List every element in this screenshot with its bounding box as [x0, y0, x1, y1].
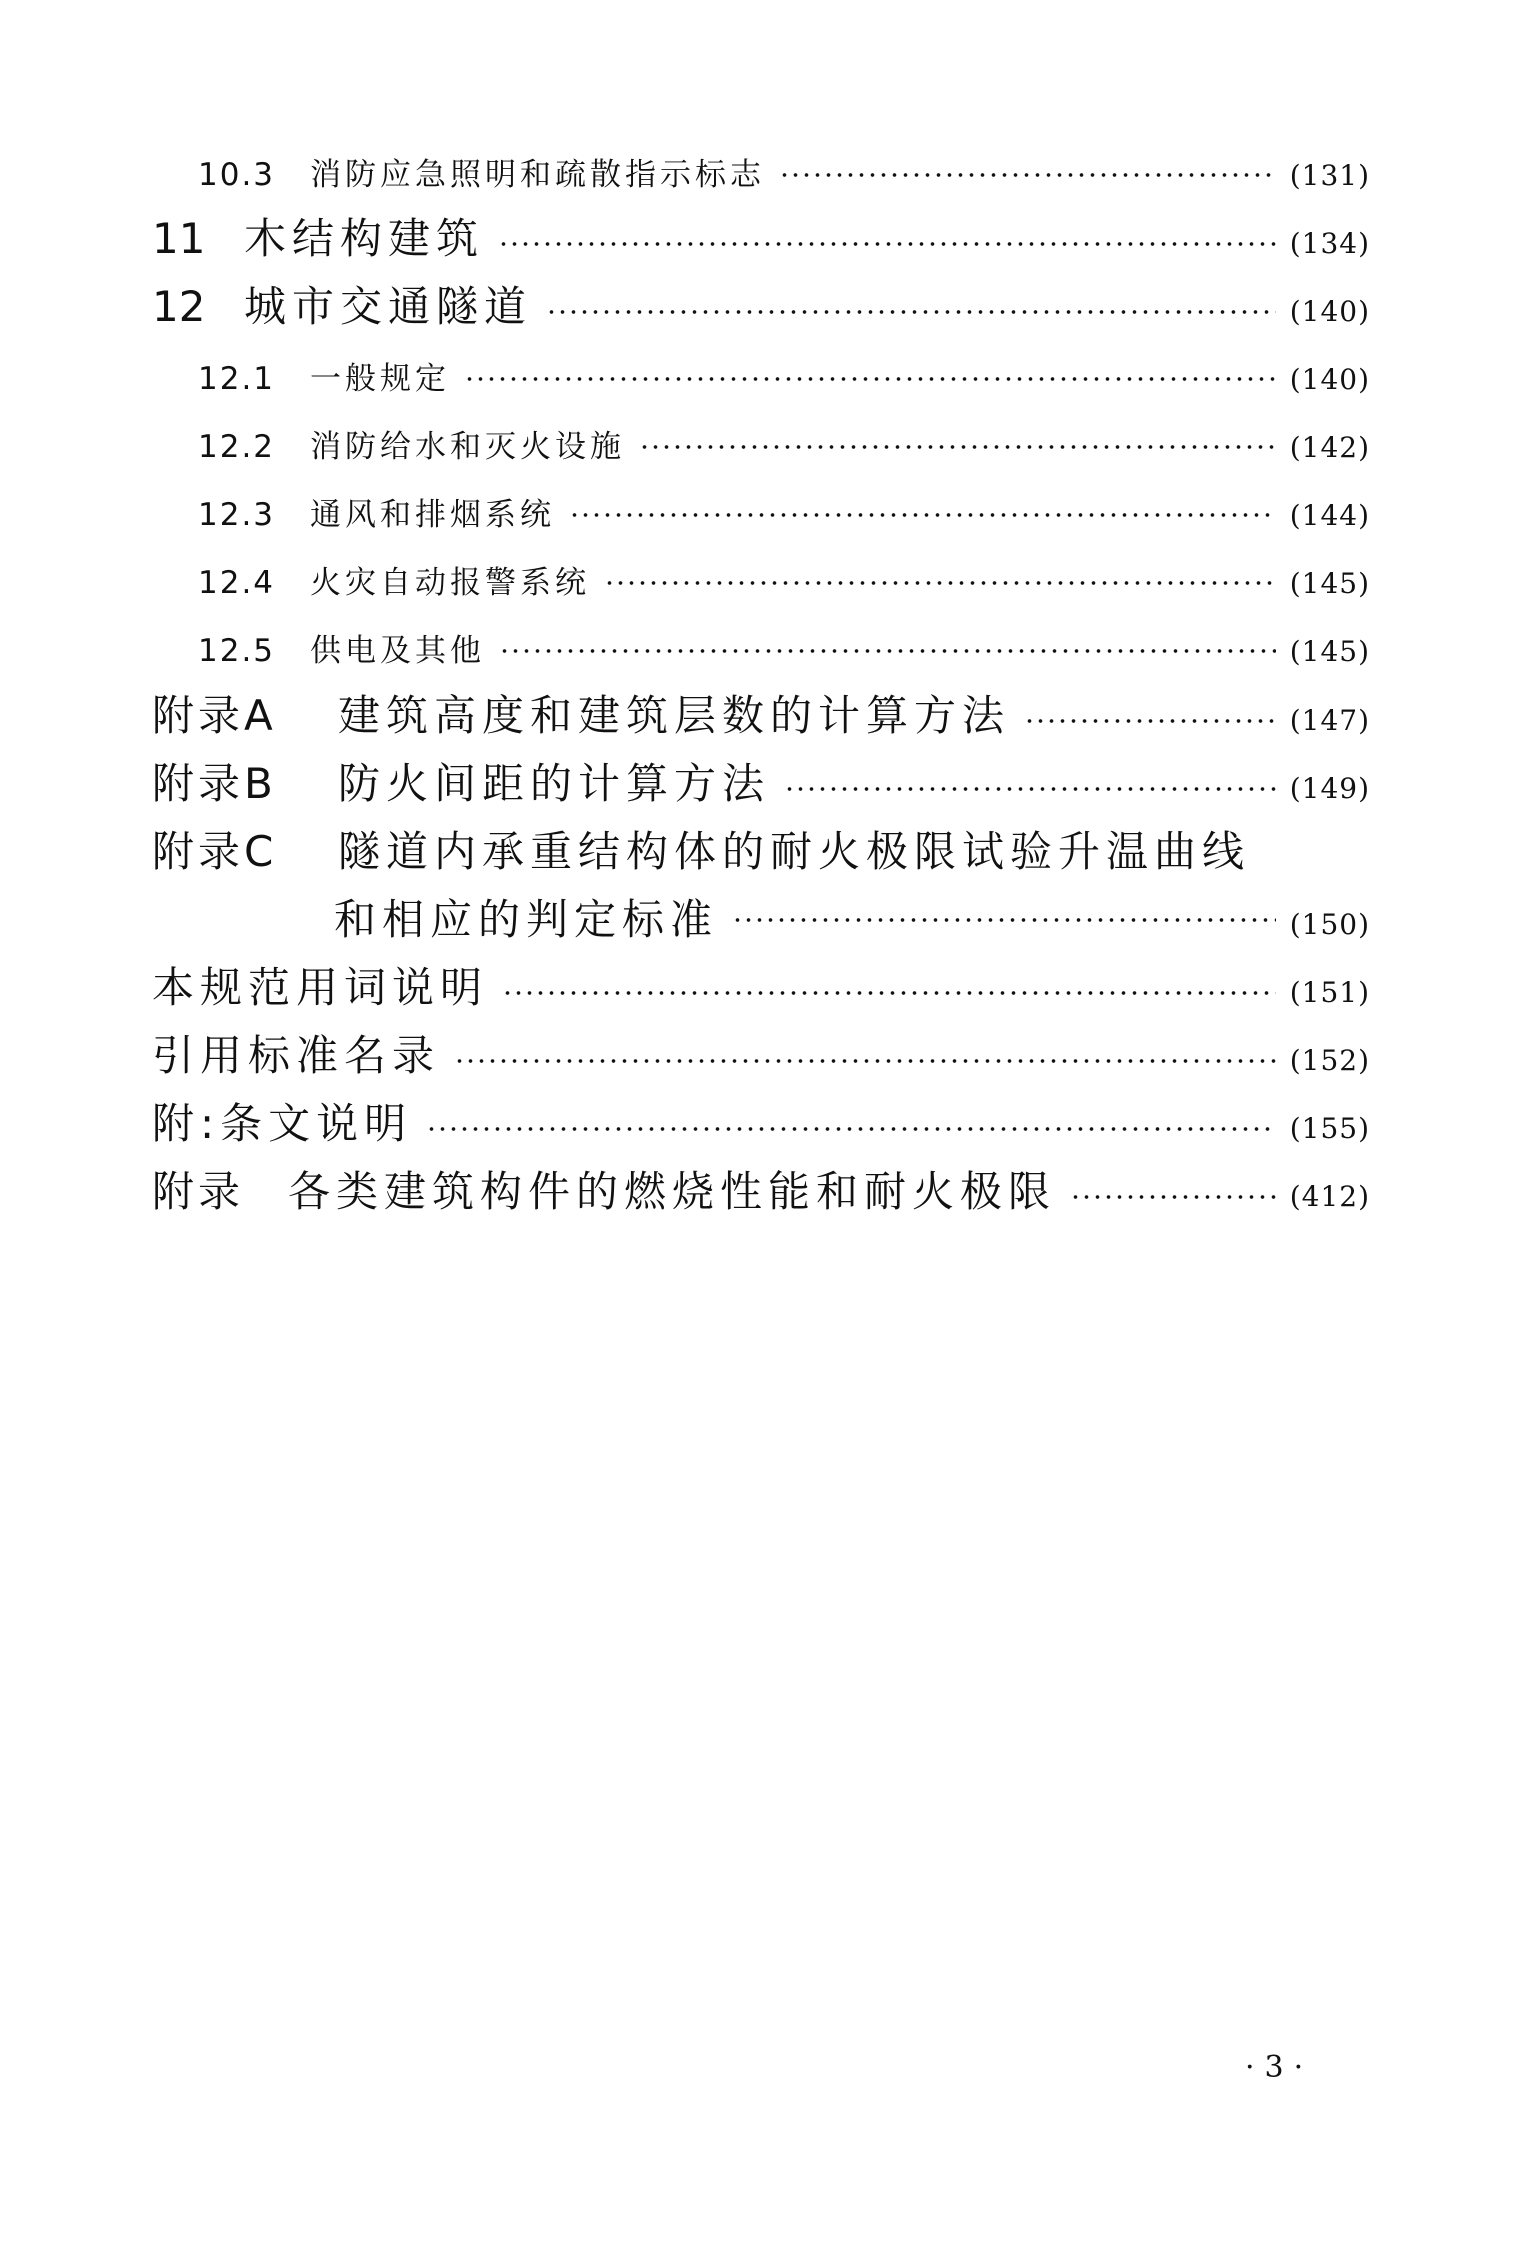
page-reference: (149): [1289, 772, 1370, 805]
appendix-title: 各类建筑构件的燃烧性能和耐火极限: [288, 1167, 1057, 1216]
dot-leader: [502, 990, 1276, 996]
dot-leader: [569, 512, 1276, 518]
page-reference: (142): [1289, 431, 1370, 464]
toc-entry-appendix-c[interactable]: [152, 820, 1370, 884]
appendix-title: 建筑高度和建筑层数的计算方法: [338, 691, 1011, 740]
chapter-number: 11: [152, 214, 206, 263]
dot-leader: [499, 648, 1276, 654]
toc-entry-appendix-components[interactable]: [152, 1160, 1370, 1224]
appendix-label: 附录C: [152, 827, 278, 876]
page-reference: (145): [1289, 567, 1370, 600]
appendix-label: 附录: [152, 1167, 245, 1216]
entry-title: 引用标准名录: [152, 1031, 441, 1080]
page-reference: (131): [1289, 159, 1370, 192]
entry-title: 附:条文说明: [152, 1099, 413, 1148]
page-reference: (144): [1289, 499, 1370, 532]
toc-entry-12-4[interactable]: [198, 555, 1370, 611]
entry-title: 本规范用词说明: [152, 963, 489, 1012]
section-number: 10.3: [198, 157, 276, 193]
dot-leader: [1024, 718, 1276, 724]
bullet-left-icon: ·: [1245, 2050, 1265, 2085]
page-reference: (150): [1289, 908, 1370, 941]
section-number: 12.2: [198, 429, 276, 465]
dot-leader: [732, 917, 1276, 923]
page-reference: (151): [1289, 976, 1370, 1009]
page-reference: (145): [1289, 635, 1370, 668]
dot-leader: [779, 172, 1276, 178]
toc-entry-terminology[interactable]: [152, 956, 1370, 1020]
dot-leader: [784, 786, 1276, 792]
section-number: 12.1: [198, 361, 276, 397]
toc-entry-12[interactable]: [152, 275, 1370, 339]
page-reference: (140): [1289, 295, 1370, 328]
section-title: 供电及其他: [310, 633, 485, 669]
toc-entry-12-5[interactable]: [198, 623, 1370, 679]
toc-entry-12-3[interactable]: [198, 487, 1370, 543]
appendix-title-continued: 和相应的判定标准: [334, 895, 719, 944]
section-number: 12.5: [198, 633, 276, 669]
toc-entry-11[interactable]: [152, 207, 1370, 271]
section-title: 消防应急照明和疏散指示标志: [310, 157, 765, 193]
dot-leader: [546, 309, 1276, 315]
toc-entry-appendix-c-continued[interactable]: [334, 888, 1370, 952]
toc-entry-appendix-b[interactable]: [152, 752, 1370, 816]
section-title: 消防给水和灭火设施: [310, 429, 625, 465]
dot-leader: [498, 241, 1276, 247]
dot-leader: [604, 580, 1276, 586]
chapter-number: 12: [152, 282, 206, 331]
appendix-label: 附录B: [152, 759, 277, 808]
section-number: 12.4: [198, 565, 276, 601]
dot-leader: [454, 1058, 1276, 1064]
page-reference: (152): [1289, 1044, 1370, 1077]
page-reference: (155): [1289, 1112, 1370, 1145]
dot-leader: [639, 444, 1276, 450]
appendix-title: 隧道内承重结构体的耐火极限试验升温曲线: [338, 827, 1251, 876]
section-title: 通风和排烟系统: [310, 497, 555, 533]
page-number-value: 3: [1264, 2050, 1294, 2085]
chapter-title: 木结构建筑: [244, 214, 485, 263]
toc-entry-10-3[interactable]: [198, 147, 1370, 203]
page-reference: (140): [1289, 363, 1370, 396]
toc-entry-12-2[interactable]: [198, 419, 1370, 475]
page-number: [1245, 2050, 1313, 2085]
page-reference: (134): [1289, 227, 1370, 260]
toc-entry-explanation[interactable]: [152, 1092, 1370, 1156]
section-title: 一般规定: [310, 361, 450, 397]
toc-entry-cited-standards[interactable]: [152, 1024, 1370, 1088]
page-reference: (412): [1289, 1180, 1370, 1213]
dot-leader: [1070, 1194, 1276, 1200]
toc-entry-12-1[interactable]: [198, 351, 1370, 407]
bullet-right-icon: ·: [1293, 2050, 1314, 2085]
section-number: 12.3: [198, 497, 276, 533]
chapter-title: 城市交通隧道: [244, 282, 533, 331]
appendix-label: 附录A: [152, 691, 277, 740]
section-title: 火灾自动报警系统: [310, 565, 590, 601]
appendix-title: 防火间距的计算方法: [338, 759, 771, 808]
dot-leader: [426, 1126, 1276, 1132]
page-reference: (147): [1289, 704, 1370, 737]
toc-entry-appendix-a[interactable]: [152, 684, 1370, 748]
dot-leader: [464, 376, 1276, 382]
